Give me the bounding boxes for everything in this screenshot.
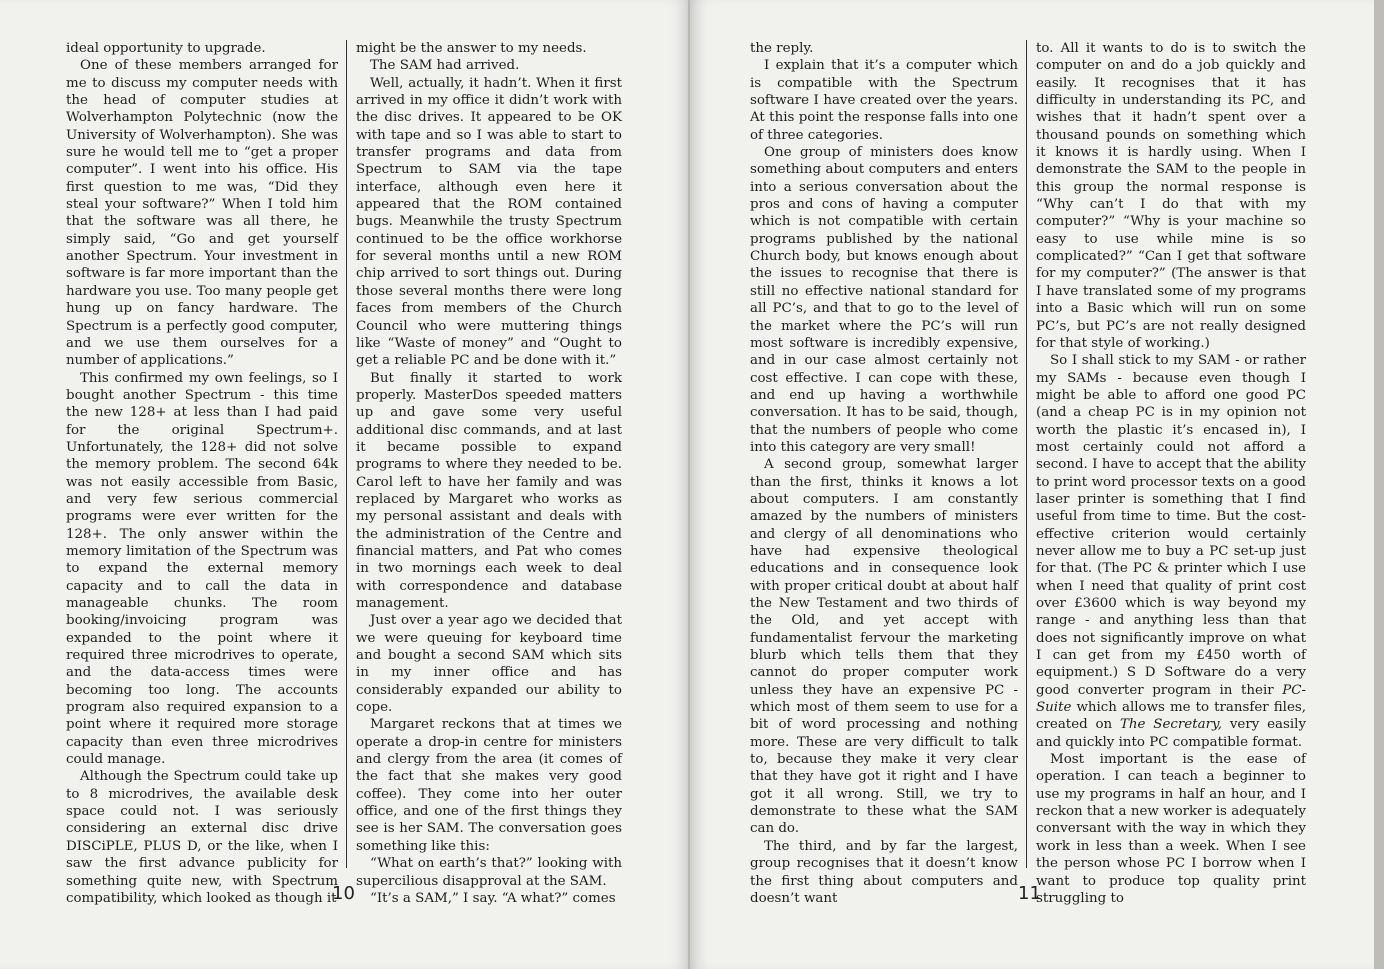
page-number: 11 <box>1018 883 1041 904</box>
software-title: The Secretary, <box>1120 717 1223 733</box>
paragraph: The SAM had arrived. <box>370 58 520 74</box>
left-page <box>0 0 690 969</box>
column-divider <box>346 40 347 868</box>
paragraph: But finally it started to work properly. MasterDos speeded matters up and gave some very useful additional disc commands, and at last it became possible to expand programs to where they needed to be. Carol left to have her family and was replaced by Margaret who works as my personal assistant and deals with the administration of the Centre and financial matters, and Pat who comes in two mornings each week to deal with correspondence and database management. <box>356 370 622 611</box>
paragraph: A second group, somewhat larger than the first, thinks it knows a lot about computers. I am constantly amazed by the numbers of ministers and clergy of all denominations who have had expensive theological educations and in consequence look with proper critical doubt at about half the New Testament and two thirds of the Old, and yet accept with fundamentalist fervour the marketing blurb which tells them that they cannot do proper computer work unless they have an expensive PC - which most of them seem to use for a bit of word processing and nothing more. These are very difficult to talk to, because they make it very clear that they have got it right and I have got it all wrong. Still, we try to demonstrate to these what the SAM can do. <box>750 457 1018 837</box>
paragraph: One of these members arranged for me to discuss my computer needs with the head of computer studies at Wolverhampton Polytechnic (now the University of Wolverhampton). She was sure he would tell me to “get a proper computer”. I went into his office. His first question to me was, “Did they steal your software?” When I told him that the software was all there, he simply said, “Go and get yourself another Spectrum. Your investment in software is far more important than the hardware you use. Too many people get hung up on fancy hardware. The Spectrum is a perfectly good computer, and we use them ourselves for a number of applications.” <box>66 58 338 369</box>
paragraph: One group of ministers does know something about computers and enters into a serious conversation about the pros and cons of having a computer which is not compatible with certain programs published by the national Church body, but knows enough about the issues to recognise that there is still no effective national standard for all PC’s, and that to go to the level of the market where the PC’s will run most software is incredibly expensive, and in our case almost certainly not cost effective. I can cope with these, and end up having a worthwhile conversation. It has to be said, though, that the numbers of people who come into this category are very small! <box>750 145 1018 455</box>
right-page-column-2 <box>1036 40 1306 907</box>
paragraph: ideal opportunity to upgrade. <box>66 41 266 56</box>
left-page-column-1 <box>66 40 338 907</box>
paragraph-text: So I shall stick to my SAM - or rather my SAMs - because even though I might be able to afford one good PC (and a cheap PC is in my opinion not worth the plastic it’s encased in), I most certainly could not afford a second. I have to accept that the ability to print word processor texts on a good laser printer is something that I find useful from time to time. But the cost-effective criterion would certainly never allow me to buy a PC set-up just for that. (The PC & printer which I use when I need that quality of print cost over £3600 which is way beyond my range - and anything less than that does not significantly improve on what I can get from my £450 worth of equipment.) S D Software do a very good converter program in their <box>1036 353 1306 698</box>
paragraph: The third, and by far the largest, group recognises that it doesn’t know the first thing about computers and doesn’t want <box>750 838 1018 906</box>
software-title: PC-Suite <box>1036 682 1306 716</box>
column-divider <box>1026 40 1027 868</box>
paragraph: to. All it wants to do is to switch the computer on and do a job quickly and easily. It recognises that it has difficulty in understanding its PC, and wishes that it hadn’t spent over a thousand pounds on something which it knows it is hardly using. When I demonstrate the SAM to the people in this group the normal response is “Why can’t I do that with my computer?” “Why is your machine so easy to use while mine is so complicated?” “Can I get that software for my computer?” (The answer is that I have translated some of my programs into a Basic which will run on some PC’s, but PC’s are not really designed for that style of working.) <box>1036 41 1306 351</box>
left-page-column-2 <box>356 40 622 907</box>
paragraph: might be the answer to my needs. <box>356 41 587 56</box>
paragraph: the reply. <box>750 41 814 56</box>
right-page-column-1 <box>750 40 1018 907</box>
paragraph: Well, actually, it hadn’t. When it first arrived in my office it didn’t work with the disc drives. It appeared to be OK with tape and so I was able to start to transfer programs and data from Spectrum to SAM via the tape interface, although even here it appeared that the ROM contained bugs. Meanwhile the trusty Spectrum continued to be the office workhorse for several months until a new ROM chip arrived to sort things out. During those several months there were long faces from members of the Church Council who were muttering things like “Waste of money” and “Ought to get a reliable PC and be done with it.” <box>356 75 622 369</box>
page-number: 10 <box>332 883 355 904</box>
paragraph: Just over a year ago we decided that we were queuing for keyboard time and bought a second SAM which sits in my inner office and has considerably expanded our ability to cope. <box>356 613 622 716</box>
page-edge <box>1374 0 1384 969</box>
paragraph <box>1036 352 1306 751</box>
paragraph: Margaret reckons that at times we operate a drop-in centre for ministers and clergy from the area (it comes of the fact that she makes very good coffee). They come into her outer office, and one of the first things they see is her SAM. The conversation goes something like this: <box>356 717 622 854</box>
paragraph-text: which allows me to transfer files, created on <box>1036 700 1306 733</box>
paragraph: Although the Spectrum could take up to 8 microdrives, the available desk space could not. I was seriously considering an external disc drive DISCiPLE, PLUS D, or the like, when I saw the first advance publicity for something quite new, with Spectrum compatibility, which looked as though it <box>66 769 338 906</box>
paragraph: “It’s a SAM,” I say. “A what?” comes <box>370 890 616 906</box>
paragraph: I explain that it’s a computer which is compatible with the Spectrum software I have created over the years. At this point the response falls into one of three categories. <box>750 58 1018 143</box>
paragraph: “What on earth’s that?” looking with supercilious disapproval at the SAM. <box>356 856 622 889</box>
paragraph: This confirmed my own feelings, so I bought another Spectrum - this time the new 128+ at less than I had paid for the original Spectrum+. Unfortunately, the 128+ did not solve the memory problem. The second 64k was not easily accessible from Basic, and very few serious commercial programs were ever written for the 128+. The only answer within the memory limitation of the Spectrum was to expand the external memory capacity and to call the data in manageable chunks. The room booking/invoicing program was expanded to the point where it required three microdrives to operate, and the data-access times were becoming too long. The accounts program also required expansion to a point where it required more storage capacity than even three microdrives could manage. <box>66 370 338 768</box>
paragraph-text: very easily and quickly into PC compatible format. <box>1036 717 1307 750</box>
paragraph: Most important is the ease of operation. I can teach a beginner to use my programs in half an hour, and I reckon that a new worker is adequately conversant with the way in which they work in less than a week. When I see the person whose PC I borrow when I want to produce top quality print struggling to <box>1036 752 1306 906</box>
right-page <box>690 0 1384 969</box>
